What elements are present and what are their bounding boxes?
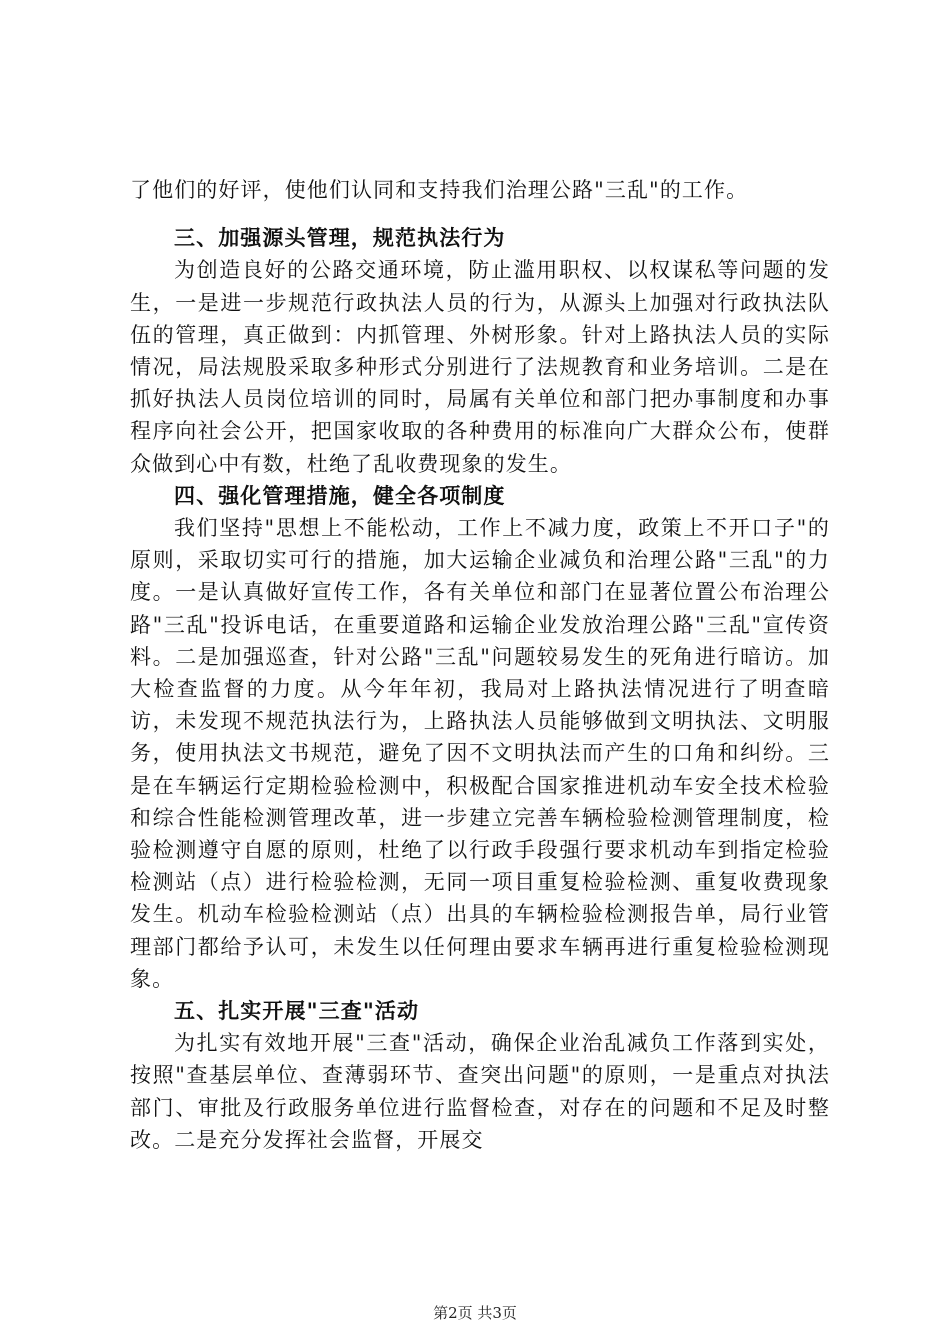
section-heading-3: 三、加强源头管理，规范执法行为	[174, 225, 506, 251]
section-paragraph-5: 为扎实有效地开展"三查"活动，确保企业治乱减负工作落到实处，按照"查基层单位、查薄弱环节、查突出问题"的原则，一是重点对执法部门、审批及行政服务单位进行监督检查，对存在的问题和不足及时整改。二是充分发挥社会监督，开展交	[130, 1031, 830, 1152]
section-heading-5: 五、扎实开展"三查"活动	[174, 998, 420, 1024]
section-paragraph-4: 我们坚持"思想上不能松动，工作上不减力度，政策上不开口子"的原则，采取切实可行的措施，加大运输企业减负和治理公路"三乱"的力度。一是认真做好宣传工作，各有关单位和部门在显著位置公布治理公路"三乱"投诉电话，在重要道路和运输企业发放治理公路"三乱"宣传资料。二是加强巡查，针对公路"三乱"问题较易发生的死角进行暗访。加大检查监督的力度。从今年年初，我局对上路执法情况进行了明查暗访，未发现不规范执法行为，上路执法人员能够做到文明执法、文明服务，使用执法文书规范，避免了因不文明执法而产生的口角和纠纷。三是在车辆运行定期检验检测中，积极配合国家推进机动车安全技术检验和综合性能检测管理改革，进一步建立完善车辆检验检测管理制度，检验检测遵守自愿的原则，杜绝了以行政手段强行要求机动车到指定检验检测站（点）进行检验检测，无同一项目重复检验检测、重复收费现象发生。机动车检验检测站（点）出具的车辆检验检测报告单，局行业管理部门都给予认可，未发生以任何理由要求车辆再进行重复检验检测现象。	[130, 516, 830, 991]
document-body	[130, 174, 830, 1156]
page-indicator: 第2页 共3页	[433, 1304, 517, 1322]
section-heading-4: 四、强化管理措施，健全各项制度	[174, 482, 506, 508]
section-paragraph-3: 为创造良好的公路交通环境，防止滥用职权、以权谋私等问题的发生，一是进一步规范行政执法人员的行为，从源头上加强对行政执法队伍的管理，真正做到：内抓管理、外树形象。针对上路执法人员的实际情况，局法规股采取多种形式分别进行了法规教育和业务培训。二是在抓好执法人员岗位培训的同时，局属有关单位和部门把办事制度和办事程序向社会公开，把国家收取的各种费用的标准向广大群众公布，使群众做到心中有数，杜绝了乱收费现象的发生。	[130, 258, 830, 476]
lead-paragraph: 了他们的好评，使他们认同和支持我们治理公路"三乱"的工作。	[130, 178, 749, 202]
